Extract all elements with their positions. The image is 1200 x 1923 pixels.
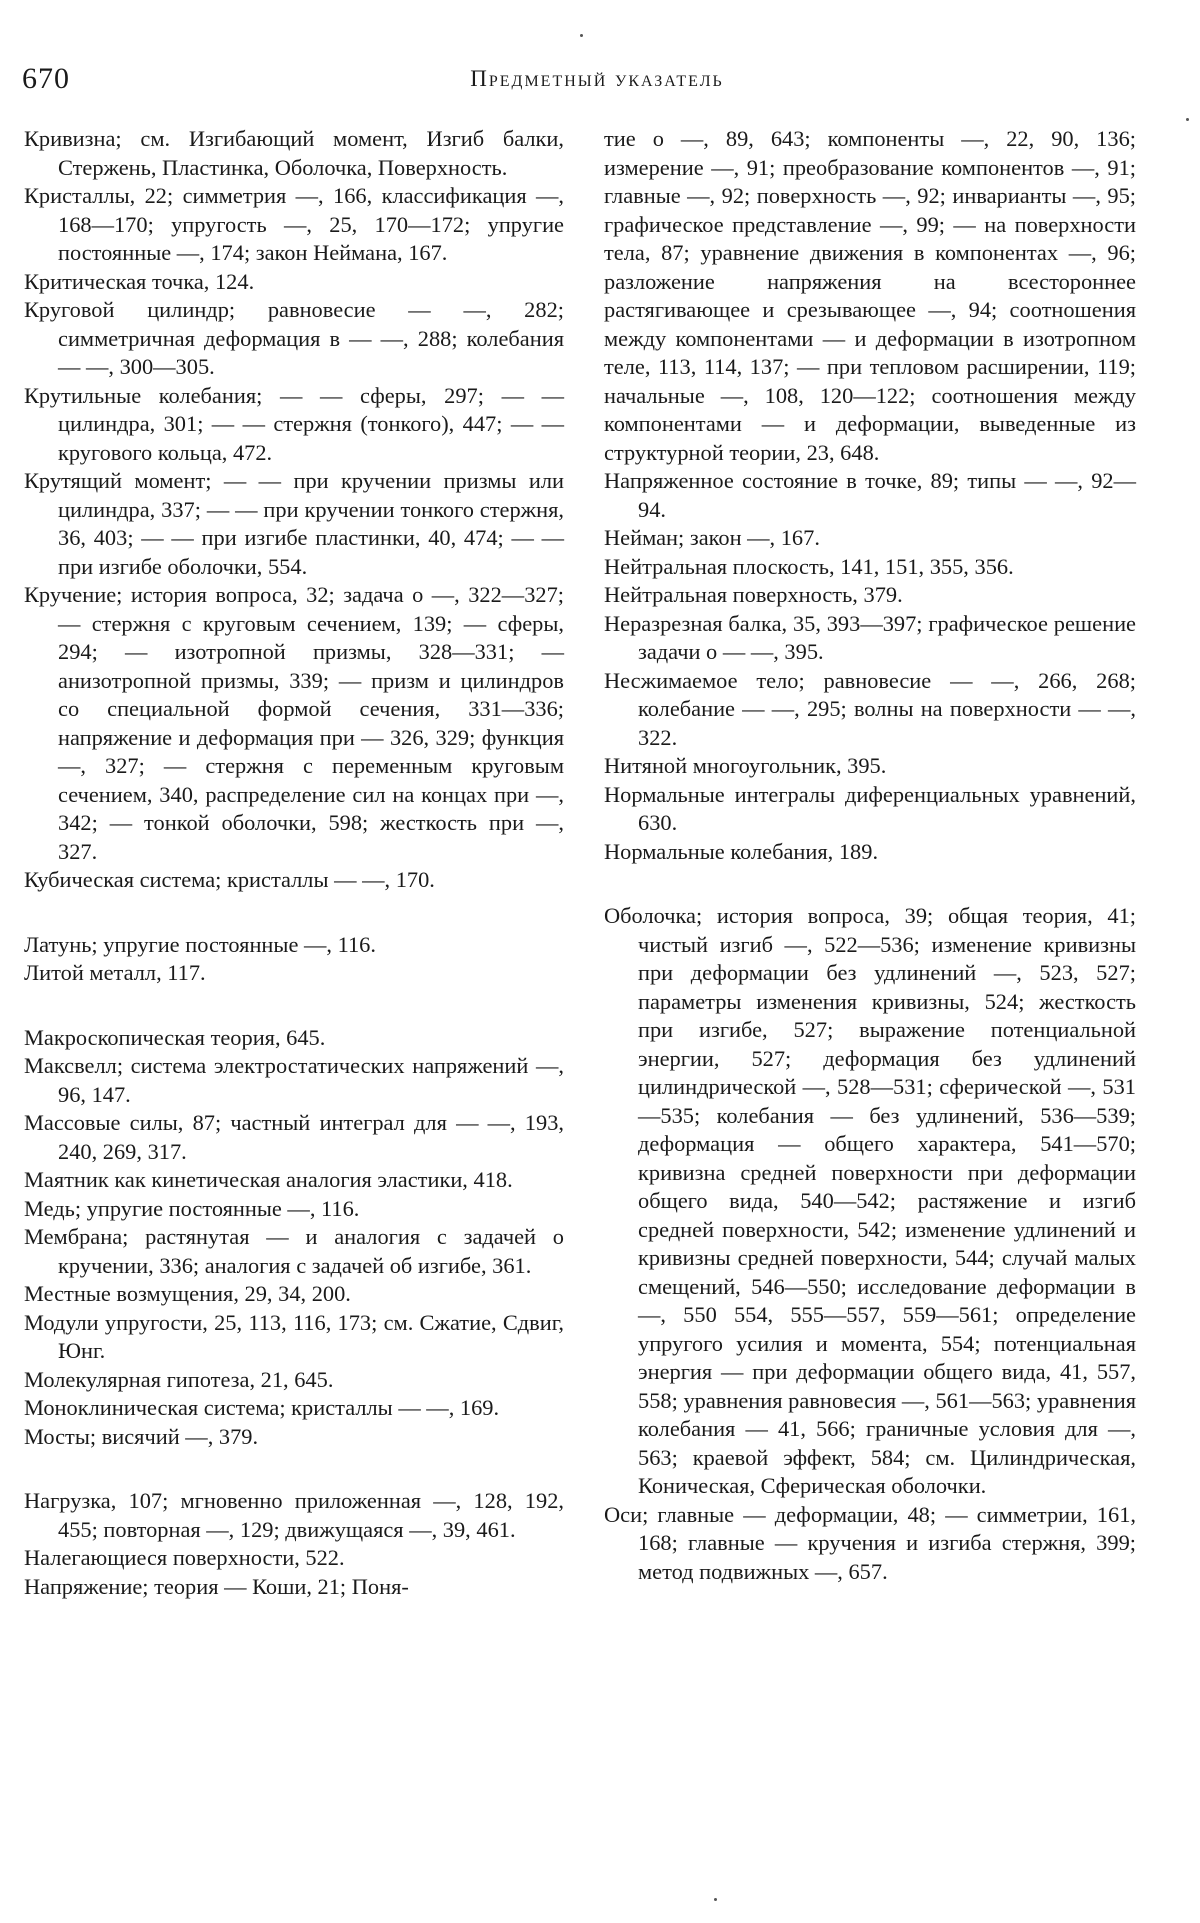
index-entry: Нейтральная поверхность, 379.: [604, 582, 903, 607]
index-entry: Оси; главные — деформации, 48; — симметрии, 161, 168; главные — кручения и изгиба стержня, 399; метод подвижных —, 657.: [604, 1501, 1136, 1584]
index-entry: Кубическая система; кристаллы — —, 170.: [24, 867, 435, 892]
index-entry: Оболочка; история вопроса, 39; общая теория, 41; чистый изгиб —, 522—536; изменение кривизны при деформации без удлинений —, 523, 527; параметры изменения кривизны, 524; жесткость при изгибе, 527; выражение потенциальной энергии, 527; деформация без удлинений цилиндрической —, 528—531; сферической —, 531—535; колебания — без удлинений, 536—539; деформация — общего характера, 541—570; кривизна средней поверхности при деформации общего вида, 540—542; растяжение и изгиб средней поверхности, 542; изменение удлинений и кривизны средней поверхности, 544; случай малых смещений, 546—550; исследование деформации в —, 550 554, 555—557, 559—561; определение упругого усилия и момента, 554; потенциальная энергия — при деформации общего вида, 41, 557, 558; уравнения равновесия —, 561—563; уравнения колебания — 41, 566; граничные условия для —, 563; краевой эффект, 584; см. Цилиндрическая, Коническая, Сферическая оболочки.: [604, 903, 1136, 1498]
index-entry: Мембрана; растянутая — и аналогия с задачей о кручении, 336; аналогия с задачей об изгибе, 361.: [24, 1224, 564, 1278]
running-title: Предметный указатель: [470, 66, 724, 91]
index-entry: Латунь; упругие постоянные —, 116.: [24, 931, 376, 957]
index-entry: Молекулярная гипотеза, 21, 645.: [24, 1366, 334, 1392]
index-entry: Нагрузка, 107; мгновенно приложенная —, 128, 192, 455; повторная —, 129; движущаяся —, 39, 461.: [24, 1488, 564, 1542]
index-entry: Несжимаемое тело; равновесие — —, 266, 268; колебание — —, 295; волны на поверхности — —, 322.: [604, 667, 1136, 750]
index-entry: Максвелл; система электростатических напряжений —, 96, 147.: [24, 1053, 564, 1107]
index-entry: Мосты; висячий —, 379.: [24, 1423, 259, 1449]
index-entry: Моноклиническая система; кристаллы — —, 169.: [24, 1395, 500, 1420]
section-gap: [604, 866, 1136, 902]
index-entry: Кручение; история вопроса, 32; задача о —, 322—327; — стержня с круговым сечением, 139; — сферы, 294; — изотропной призмы, 328—331; — анизотропной призмы, 339; — призм и цилиндров со специальной формой сечения, 331—336; напряжение и деформация при — 326, 329; функция —, 327; — стержня с переменным круговым сечением, 340, распределение сил на концах при —, 342; — тонкой оболочки, 598; жесткость при —, 327.: [24, 582, 564, 864]
index-entry: Литой металл, 117.: [24, 960, 206, 985]
index-entry: Кривизна; см. Изгибающий момент, Изгиб балки, Стержень, Пластинка, Оболочка, Поверхность.: [24, 126, 564, 180]
index-entry: Крутильные колебания; — — сферы, 297; — — цилиндра, 301; — — стержня (тонкого), 447; — — кругового кольца, 472.: [24, 382, 564, 465]
left-column: [24, 125, 564, 1601]
index-entry: Массовые силы, 87; частный интеграл для — —, 193, 240, 269, 317.: [24, 1110, 564, 1164]
index-entry: Круговой цилиндр; равновесие — —, 282; симметричная деформация в — —, 288; колебания — —, 300—305.: [24, 297, 564, 379]
scan-speck: [714, 1898, 717, 1901]
index-entry: Медь; упругие постоянные —, 116.: [24, 1195, 360, 1221]
scan-speck: [580, 34, 583, 37]
index-entry: Крутящий момент; — — при кручении призмы или цилиндра, 337; — — при кручении тонкого стержня, 36, 403; — — при изгибе пластинки, 40, 474; — — при изгибе оболочки, 554.: [24, 468, 564, 579]
index-entry: Критическая точка, 124.: [24, 268, 255, 294]
section-gap: [24, 988, 564, 1024]
section-gap: [24, 1451, 564, 1487]
page-number: 670: [22, 62, 70, 95]
index-entry-continuation: тие о —, 89, 643; компоненты —, 22, 90, 136; измерение —, 91; преобразование компонентов —, 91; главные —, 92; поверхность —, 92; инварианты —, 95; графическое представление —, 99; — на поверхности тела, 87; уравнение движения в компонентах —, 96; разложение напряжения на всестороннее растягивающее и срезывающее —, 94; соотношения между компонентами — и деформации в изотропном теле, 113, 114, 137; — при тепловом расширении, 119; начальные —, 108, 120—122; соотношения между компонентами — и деформации, выведенные из структурной теории, 23, 648.: [604, 126, 1136, 465]
index-entry: Напряжение; теория — Коши, 21; Поня-: [24, 1573, 409, 1599]
index-entry: Нейтральная плоскость, 141, 151, 355, 356.: [604, 553, 1014, 579]
page-header: [22, 62, 1172, 102]
index-entry: Нормальные интегралы диференциальных уравнений, 630.: [604, 781, 1136, 835]
scan-speck: [1186, 118, 1189, 121]
index-entry: Налегающиеся поверхности, 522.: [24, 1545, 345, 1570]
right-column: [604, 125, 1136, 1586]
index-entry: Маятник как кинетическая аналогия эластики, 418.: [24, 1167, 513, 1192]
index-entry: Нитяной многоугольник, 395.: [604, 753, 887, 778]
index-entry: Макроскопическая теория, 645.: [24, 1024, 326, 1050]
index-entry: Местные возмущения, 29, 34, 200.: [24, 1281, 351, 1306]
index-entry: Напряженное состояние в точке, 89; типы — —, 92—94.: [604, 468, 1136, 522]
index-entry: Нормальные колебания, 189.: [604, 838, 879, 864]
index-entry: Неразрезная балка, 35, 393—397; графическое решение задачи о — —, 395.: [604, 610, 1136, 664]
section-gap: [24, 895, 564, 931]
index-entry: Нейман; закон —, 167.: [604, 525, 820, 550]
index-entry: Модули упругости, 25, 113, 116, 173; см. Сжатие, Сдвиг, Юнг.: [24, 1309, 564, 1363]
index-entry: Кристаллы, 22; симметрия —, 166, классификация —, 168—170; упругость —, 25, 170—172; упругие постоянные —, 174; закон Неймана, 167.: [24, 183, 564, 265]
